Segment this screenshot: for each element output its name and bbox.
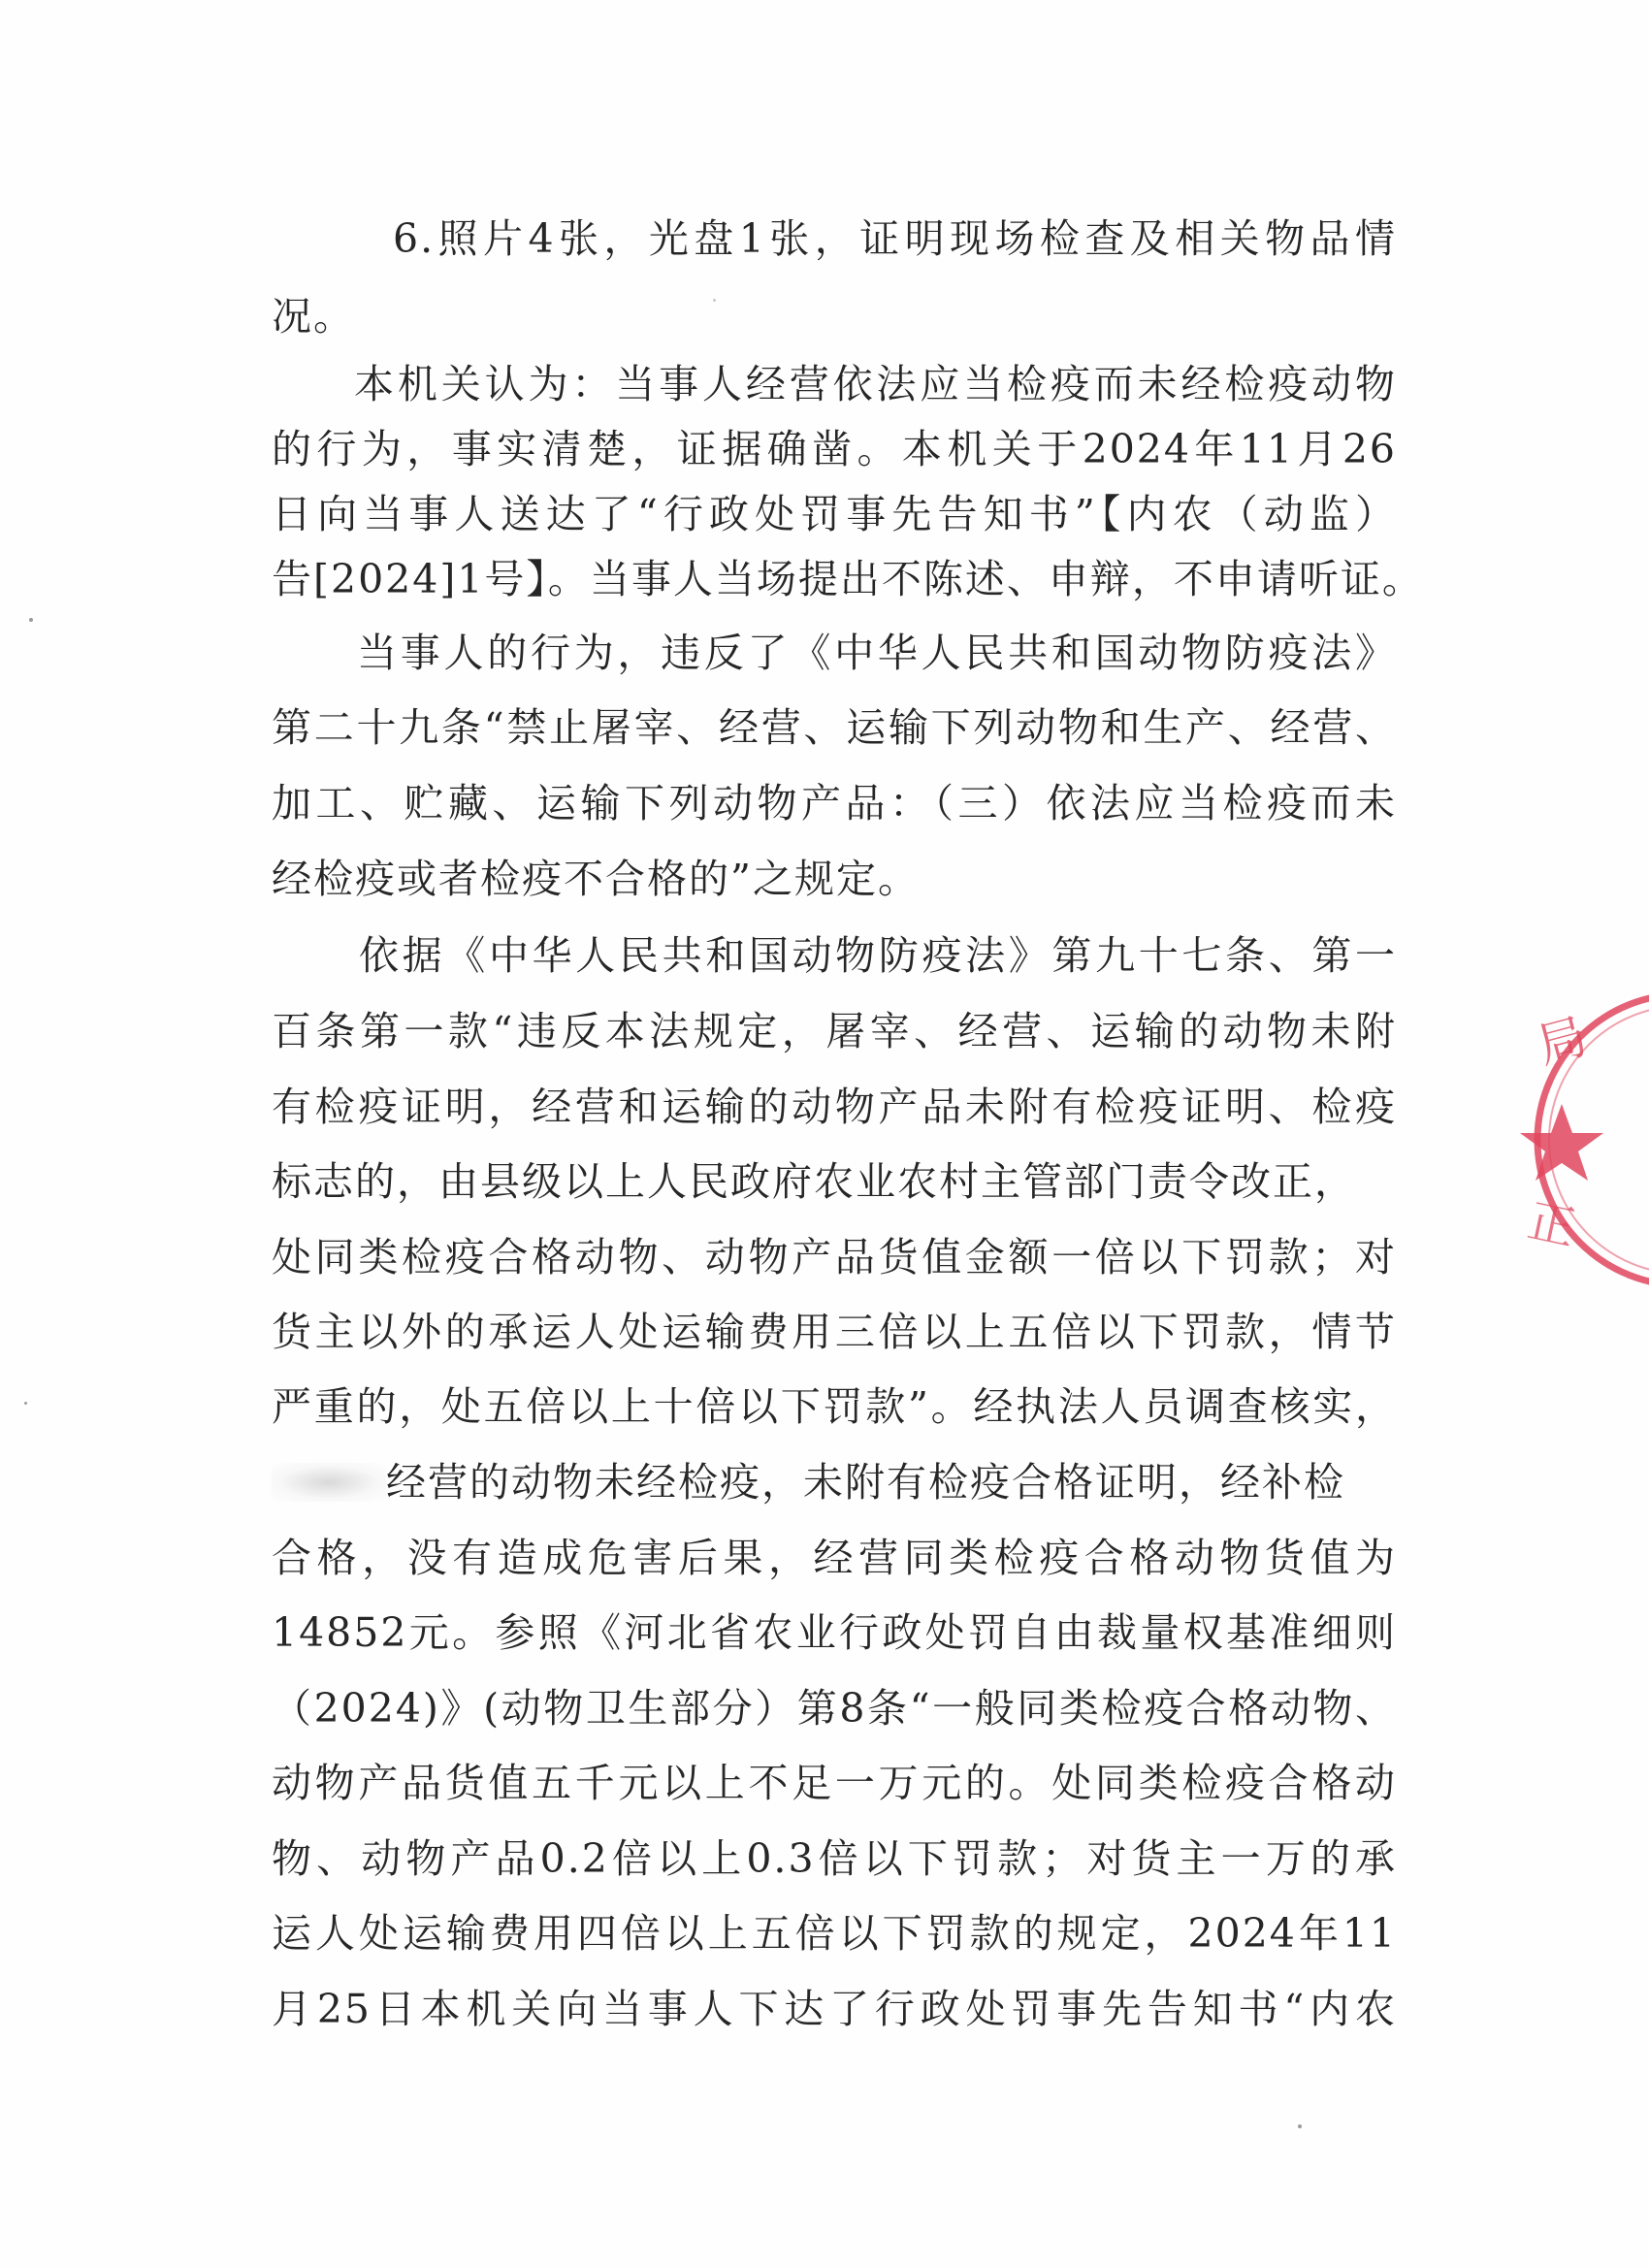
text-line-11: 依据《中华人民共和国动物防疫法》第九十七条、第一 <box>359 932 1397 979</box>
text-line-23: 物、动物产品0.2倍以上0.3倍以下罚款；对货主一万的承 <box>272 1835 1397 1882</box>
text-line-18 <box>272 1455 1397 1509</box>
text-line-7: 当事人的行为，违反了《中华人民共和国动物防疫法》 <box>357 630 1397 676</box>
scan-speck <box>1298 2124 1302 2128</box>
text-line-21: （2024)》(动物卫生部分）第8条“一般同类检疫合格动物、 <box>272 1685 1397 1732</box>
text-line-16: 货主以外的承运人处运输费用三倍以上五倍以下罚款，情节 <box>272 1309 1397 1355</box>
text-line-12: 百条第一款“违反本法规定，屠宰、经营、运输的动物未附 <box>272 1008 1397 1054</box>
scan-speck <box>29 618 33 622</box>
text-line-10: 经检疫或者检疫不合格的”之规定。 <box>272 856 920 902</box>
text-line-4: 的行为，事实清楚，证据确凿。本机关于2024年11月26 <box>272 426 1397 472</box>
text-line-8: 第二十九条“禁止屠宰、经营、运输下列动物和生产、经营、 <box>272 704 1397 751</box>
seal-char-zheng: 正 <box>1523 1193 1580 1257</box>
text-line-20: 14852元。参照《河北省农业行政处罚自由裁量权基准细则 <box>272 1609 1397 1656</box>
text-line-15: 处同类检疫合格动物、动物产品货值金额一倍以下罚款；对 <box>272 1234 1397 1280</box>
text-line-14: 标志的，由县级以上人民政府农业农村主管部门责令改正， <box>272 1158 1356 1205</box>
text-line-13: 有检疫证明，经营和运输的动物产品未附有检疫证明、检疫 <box>272 1084 1397 1130</box>
text-line-19: 合格，没有造成危害后果，经营同类检疫合格动物货值为 <box>272 1535 1397 1581</box>
redacted-name <box>272 1463 386 1502</box>
text-line-2: 况。 <box>272 293 355 340</box>
text-line-24: 运人处运输费用四倍以上五倍以下罚款的规定，2024年11 <box>272 1910 1397 1957</box>
scan-speck <box>24 1402 27 1405</box>
official-seal <box>1518 980 1649 1300</box>
text-line-9: 加工、贮藏、运输下列动物产品：（三）依法应当检疫而未 <box>272 780 1397 826</box>
seal-star-icon <box>1520 1104 1603 1181</box>
text-line-25: 月25日本机关向当事人下达了行政处罚事先告知书“内农 <box>272 1986 1397 2032</box>
text-line-6: 告[2024]1号】。当事人当场提出不陈述、申辩，不申请听证。 <box>272 556 1424 602</box>
seal-char-ju: 局 <box>1531 1007 1594 1075</box>
scan-speck <box>713 299 716 302</box>
text-line-5: 日向当事人送达了“行政处罚事先告知书”【内农（动监） <box>272 491 1397 537</box>
text-line-17: 严重的，处五倍以上十倍以下罚款”。经执法人员调查核实， <box>272 1383 1397 1430</box>
text-line-18-text: 经营的动物未经检疫，未附有检疫合格证明，经补检 <box>386 1459 1345 1506</box>
text-line-1: 6.照片4张，光盘1张，证明现场检查及相关物品情 <box>393 215 1397 262</box>
text-line-22: 动物产品货值五千元以上不足一万元的。处同类检疫合格动 <box>272 1760 1397 1806</box>
text-line-3: 本机关认为：当事人经营依法应当检疫而未经检疫动物 <box>354 361 1397 407</box>
